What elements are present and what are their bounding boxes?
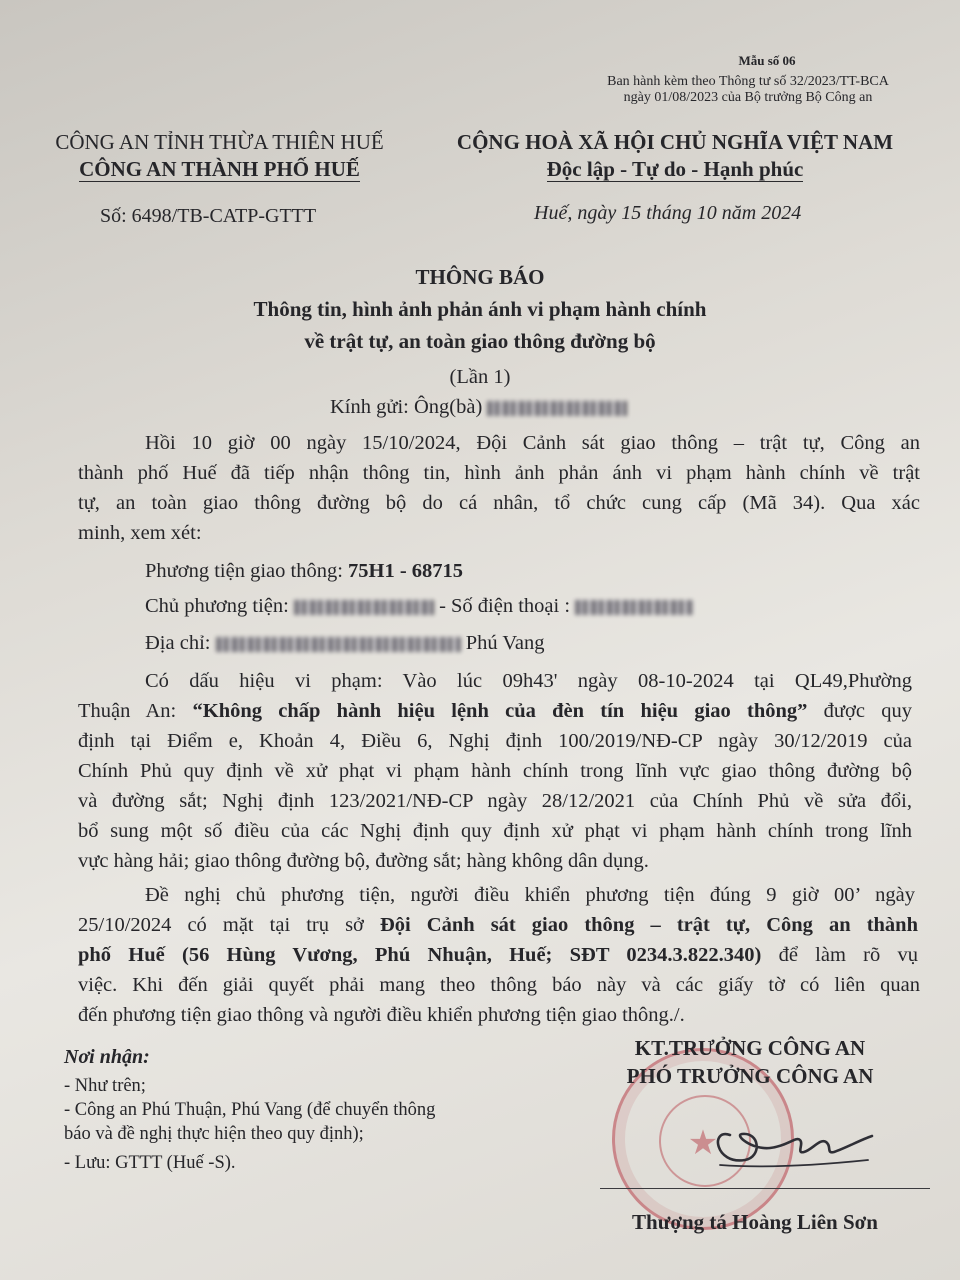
redacted-phone <box>575 600 693 615</box>
owner-line <box>145 595 693 618</box>
phone-label: - Số điện thoại : <box>439 595 571 617</box>
address-district: Phú Vang <box>465 632 545 654</box>
violation-description: “Không chấp hành hiệu lệnh của đèn tín hiệu giao thông” <box>192 700 808 722</box>
signature-line <box>600 1188 930 1189</box>
recipient-line <box>330 396 627 419</box>
request-line-1: Đề nghị chủ phương tiện, người điều khiển phương tiện đúng 9 giờ 00’ ngày <box>145 884 915 906</box>
address-label: Địa chỉ: <box>145 632 211 654</box>
violation-line-6: bổ sung một số điều của các Nghị định quy định xử phạt vi phạm hành chính trong lĩnh <box>78 820 912 842</box>
violation-line-4: Chính Phủ quy định về xử phạt vi phạm hành chính trong lĩnh vực giao thông đường bộ <box>78 760 912 782</box>
notice-round: (Lần 1) <box>449 366 511 388</box>
form-issued-line2: ngày 01/08/2023 của Bộ trưởng Bộ Công an <box>623 90 873 105</box>
address-line <box>145 632 545 655</box>
signatory-title-1: KT.TRƯỞNG CÔNG AN <box>634 1036 866 1060</box>
recipient-item: - Công an Phú Thuận, Phú Vang (để chuyển thông <box>64 1100 436 1120</box>
intro-line-4: minh, xem xét: <box>78 522 202 544</box>
violation-line-7: vực hàng hải; giao thông đường bộ, đường sắt; hàng không dân dụng. <box>78 850 649 872</box>
license-plate: 75H1 - 68715 <box>348 560 464 582</box>
title-subline-1: Thông tin, hình ảnh phản ánh vi phạm hành chính <box>253 297 707 321</box>
office-name: Đội Cảnh sát giao thông – trật tự, Công an thành <box>379 914 918 936</box>
violation-line-1: Có dấu hiệu vi phạm: Vào lúc 09h43' ngày 08-10-2024 tại QL49,Phường <box>145 670 912 692</box>
owner-label: Chủ phương tiện: <box>145 595 289 617</box>
violation-line-2: Thuận An: “Không chấp hành hiệu lệnh của đèn tín hiệu giao thông” được quy <box>78 700 912 722</box>
recipient-item: báo và đề nghị thực hiện theo quy định); <box>64 1124 364 1144</box>
intro-line-2: thành phố Huế đã tiếp nhận thông tin, hình ảnh phản ánh vi phạm hành chính về trật <box>78 462 920 484</box>
title-subline-2: về trật tự, an toàn giao thông đường bộ <box>304 329 656 353</box>
violation-line-3: định tại Điểm e, Khoản 4, Điều 6, Nghị định 100/2019/NĐ-CP ngày 30/12/2019 của <box>78 730 912 752</box>
seal-star-icon: ★ <box>687 1125 719 1162</box>
request-line-2: 25/10/2024 có mặt tại trụ sở Đội Cảnh sát giao thông – trật tự, Công an thành <box>78 914 918 936</box>
request-line-4: việc. Khi đến giải quyết phải mang theo thông báo này và các giấy tờ có liên quan <box>78 974 920 996</box>
redacted-recipient-name <box>487 401 627 416</box>
form-number: Mẫu số 06 <box>738 53 796 68</box>
redacted-address <box>216 637 461 652</box>
violation-line-5: và đường sắt; Nghị định 123/2021/NĐ-CP ngày 28/12/2021 của Chính Phủ về sửa đổi, <box>78 790 912 812</box>
form-issued-line1: Ban hành kèm theo Thông tư số 32/2023/TT-BCA <box>607 74 889 89</box>
vehicle-label: Phương tiện giao thông: <box>145 560 343 582</box>
agency-name: CÔNG AN THÀNH PHỐ HUẾ <box>79 157 360 181</box>
document-title: THÔNG BÁO <box>415 265 545 289</box>
country-name: CỘNG HOÀ XÃ HỘI CHỦ NGHĨA VIỆT NAM <box>456 130 894 154</box>
redacted-owner-name <box>294 600 434 615</box>
request-line-3: phố Huế (56 Hùng Vương, Phú Nhuận, Huế; SĐT 0234.3.822.340) để làm rõ vụ <box>78 944 918 966</box>
recipients-title: Nơi nhận: <box>64 1046 150 1068</box>
recipient-item: - Như trên; <box>64 1076 146 1096</box>
office-address: phố Huế (56 Hùng Vương, Phú Nhuận, Huế; SĐT 0234.3.822.340) <box>78 944 762 966</box>
document-number: Số: 6498/TB-CATP-GTTT <box>100 205 317 227</box>
agency-parent: CÔNG AN TỈNH THỪA THIÊN HUẾ <box>55 130 384 154</box>
request-line-5: đến phương tiện giao thông và người điều khiển phương tiện giao thông./. <box>78 1004 685 1026</box>
intro-line-3: tự, an toàn giao thông đường bộ do cá nhân, tổ chức cung cấp (Mã 34). Qua xác <box>78 492 920 514</box>
handwritten-signature <box>700 1110 880 1180</box>
recipient-label: Kính gửi: Ông(bà) <box>330 396 483 418</box>
signatory-title-2: PHÓ TRƯỞNG CÔNG AN <box>626 1064 874 1088</box>
recipient-item: - Lưu: GTTT (Huế -S). <box>64 1153 236 1173</box>
national-motto: Độc lập - Tự do - Hạnh phúc <box>546 157 804 181</box>
vehicle-line <box>145 560 463 583</box>
place-date: Huế, ngày 15 tháng 10 năm 2024 <box>534 202 802 224</box>
signatory-name: Thượng tá Hoàng Liên Sơn <box>632 1210 878 1234</box>
intro-line-1: Hồi 10 giờ 00 ngày 15/10/2024, Đội Cảnh sát giao thông – trật tự, Công an <box>145 432 920 454</box>
